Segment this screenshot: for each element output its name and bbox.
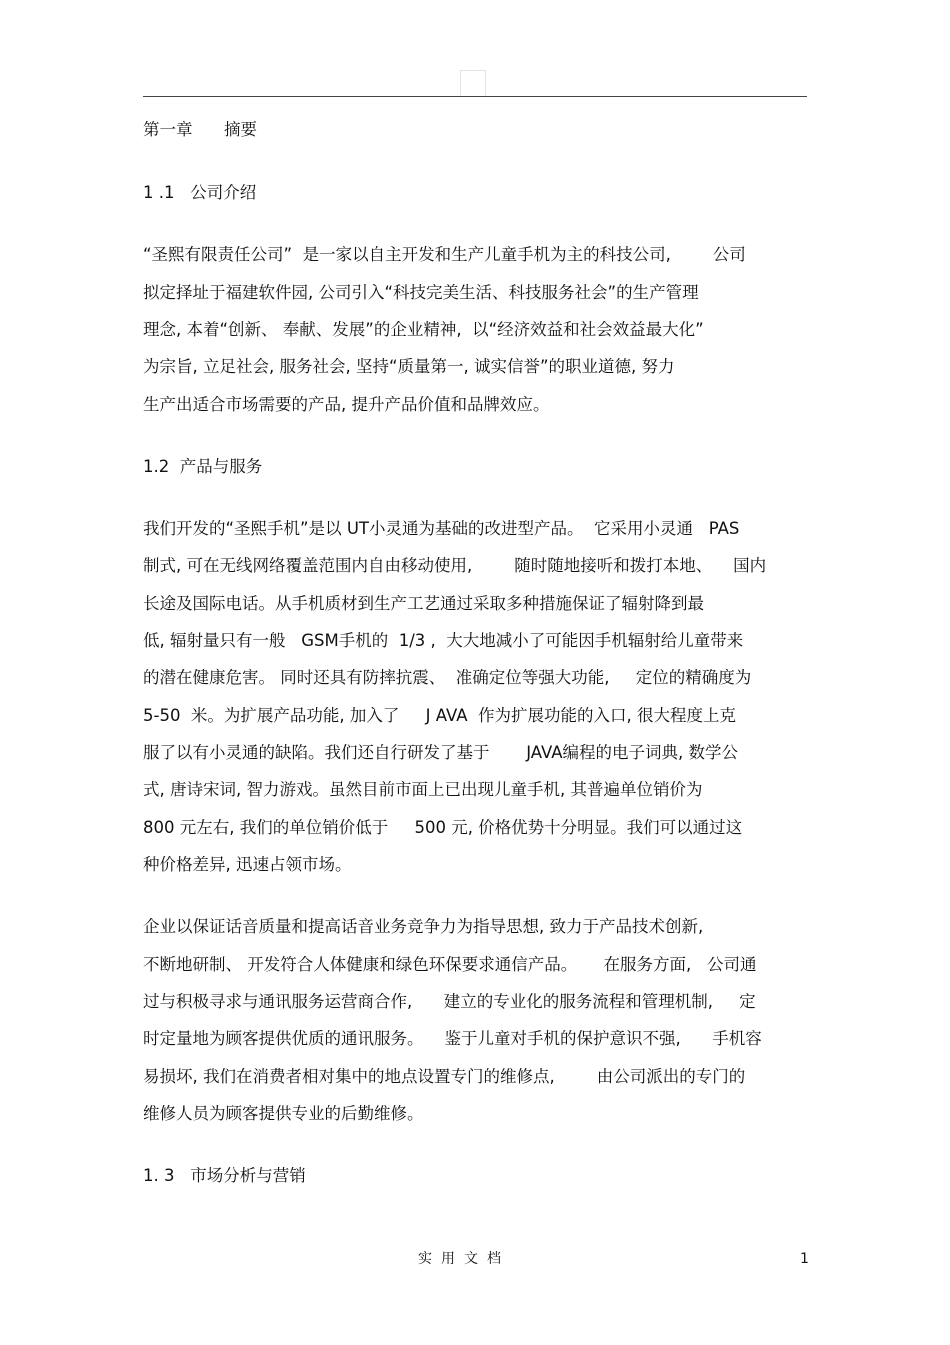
section-heading-1-3: 1. 3 市场分析与营销 — [143, 1166, 306, 1185]
chapter-title: 第一章 摘要 — [143, 120, 257, 139]
paragraph-line: 企业以保证话音质量和提高话音业务竞争力为指导思想, 致力于产品技术创新, — [143, 917, 704, 936]
paragraph-line: 5-50 米。为扩展产品功能, 加入了 J AVA 作为扩展功能的入口, 很大程度上克 — [143, 706, 736, 725]
paragraph-line: 制式, 可在无线网络覆盖范围内自由移动使用, 随时随地接听和拨打本地、 国内 — [143, 556, 767, 575]
paragraph-line: 为宗旨, 立足社会, 服务社会, 坚持“质量第一, 诚实信誉”的职业道德, 努力 — [143, 357, 675, 376]
paragraph-line: “圣熙有限责任公司” 是一家以自主开发和生产儿童手机为主的科技公司, 公司 — [143, 245, 746, 264]
paragraph-line: 时定量地为顾客提供优质的通讯服务。 鉴于儿童对手机的保护意识不强, 手机容 — [143, 1029, 762, 1048]
paragraph-line: 不断地研制、 开发符合人体健康和绿色环保要求通信产品。 在服务方面, 公司通 — [143, 955, 757, 974]
paragraph-line: 维修人员为顾客提供专业的后勤维修。 — [143, 1104, 424, 1123]
footer-title: 实用文档 — [418, 1251, 510, 1267]
paragraph-line: 低, 辐射量只有一般 GSM手机的 1/3 , 大大地减小了可能因手机辐射给儿童带来 — [143, 631, 744, 650]
paragraph-line: 的潜在健康危害。 同时还具有防摔抗震、 准确定位等强大功能, 定位的精确度为 — [143, 668, 752, 687]
paragraph-line: 800 元左右, 我们的单位销价低于 500 元, 价格优势十分明显。我们可以通过这 — [143, 818, 743, 837]
paragraph-line: 理念, 本着“创新、 奉献、发展”的企业精神, 以“经济效益和社会效益最大化” — [143, 320, 704, 339]
paragraph-line: 我们开发的“圣熙手机”是以 UT小灵通为基础的改进型产品。 它采用小灵通 PAS — [143, 519, 740, 538]
page-number: 1 — [800, 1251, 809, 1267]
paragraph-line: 生产出适合市场需要的产品, 提升产品价值和品牌效应。 — [143, 395, 550, 414]
paragraph-line: 拟定择址于福建软件园, 公司引入“科技完美生活、科技服务社会”的生产管理 — [143, 283, 699, 302]
paragraph-line: 种价格差异, 迅速占领市场。 — [143, 855, 352, 874]
section-heading-1-2: 1.2 产品与服务 — [143, 457, 263, 476]
paragraph-line: 服了以有小灵通的缺陷。我们还自行研发了基于 JAVA编程的电子词典, 数学公 — [143, 743, 739, 762]
paragraph-line: 易损坏, 我们在消费者相对集中的地点设置专门的维修点, 由公司派出的专门的 — [143, 1067, 746, 1086]
header-decoration — [460, 70, 486, 96]
paragraph-line: 长途及国际电话。从手机质材到生产工艺通过采取多种措施保证了辐射降到最 — [143, 594, 704, 613]
paragraph-line: 式, 唐诗宋词, 智力游戏。虽然目前市面上已出现儿童手机, 其普遍单位销价为 — [143, 780, 703, 799]
section-heading-1-1: 1 .1 公司介绍 — [143, 183, 257, 202]
header-rule — [143, 96, 807, 97]
paragraph-line: 过与积极寻求与通讯服务运营商合作, 建立的专业化的服务流程和管理机制, 定 — [143, 992, 756, 1011]
